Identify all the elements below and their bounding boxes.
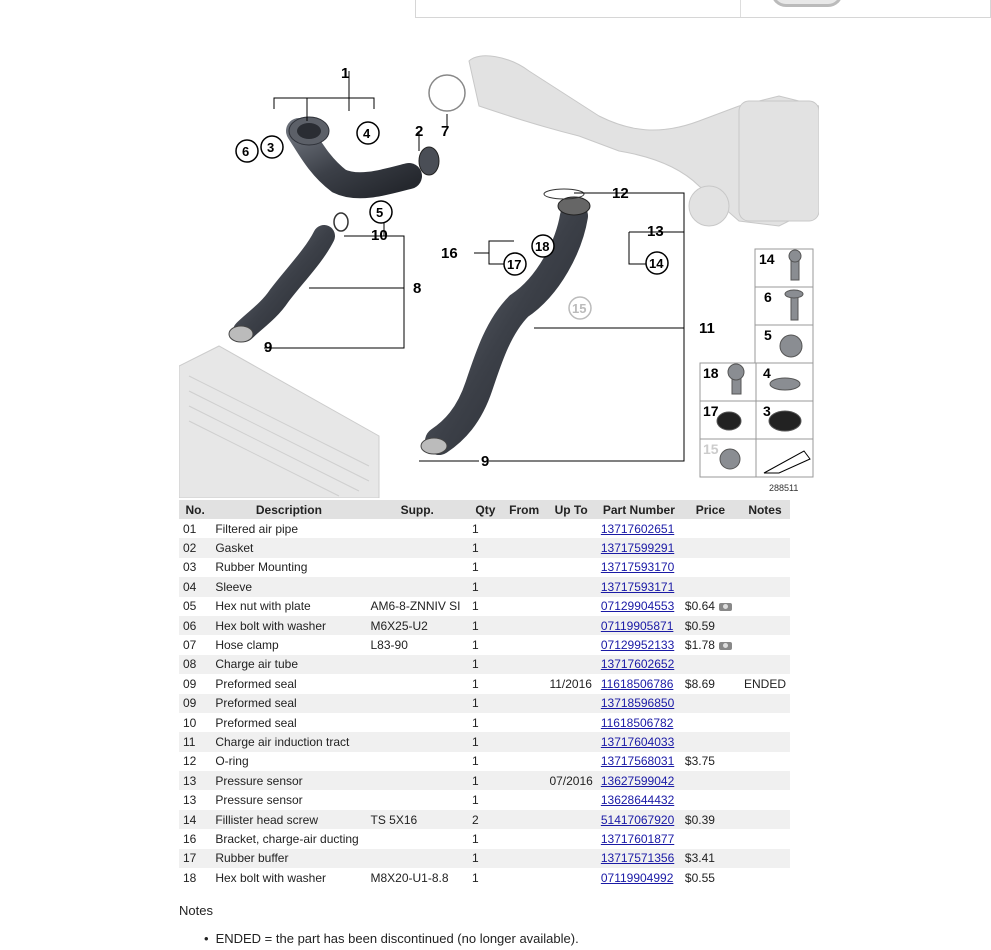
cell-price	[681, 849, 740, 868]
table-row	[179, 713, 790, 732]
cell-qty: 1	[471, 638, 479, 653]
cell-upto	[545, 694, 596, 713]
cell-upto: 11/2016	[549, 676, 592, 691]
price-value: $3.75	[684, 754, 715, 769]
cell-part-number	[597, 771, 681, 790]
cell-description: Rubber buffer	[211, 849, 366, 868]
cell-qty: 1	[471, 560, 479, 575]
cell-price	[681, 558, 740, 577]
notes-list	[205, 931, 579, 946]
svg-text:3: 3	[267, 140, 275, 155]
cell-no: 02	[179, 538, 211, 557]
svg-text:5: 5	[764, 327, 772, 343]
col-part-number: Part Number	[597, 500, 681, 519]
cell-from	[503, 655, 546, 674]
part-number-link[interactable]: 13717593170	[600, 560, 675, 575]
col-no: No.	[179, 500, 211, 519]
table-row	[179, 849, 790, 868]
part-number-link[interactable]: 07119904992	[600, 870, 674, 885]
cell-qty: 1	[471, 831, 479, 846]
cell-description: Gasket	[211, 538, 366, 557]
table-row	[179, 597, 790, 616]
cell-description: Pressure sensor	[215, 793, 303, 808]
figure-id: 288511	[769, 483, 799, 493]
callout-10: 10	[371, 227, 388, 244]
price-value: $0.39	[684, 812, 715, 827]
cell-from	[503, 577, 546, 596]
cell-upto: 07/2016	[545, 771, 596, 790]
cell-qty: 1	[471, 870, 479, 885]
callout-7: 7	[441, 123, 450, 140]
cell-no: 18	[183, 870, 197, 885]
price-value: $0.59	[684, 618, 715, 633]
cell-notes	[740, 713, 790, 732]
camera-icon[interactable]	[719, 642, 732, 650]
svg-text:18: 18	[703, 365, 719, 381]
callout-8: 8	[413, 280, 422, 297]
cell-part-number	[597, 790, 681, 809]
cell-price	[681, 732, 740, 751]
callout-11: 11	[699, 320, 715, 337]
cell-price	[681, 597, 740, 616]
cell-no: 08	[179, 655, 211, 674]
cell-from	[503, 771, 546, 790]
part-number-link[interactable]: 13718596850	[600, 696, 675, 711]
svg-text:18: 18	[535, 239, 550, 254]
cell-price	[681, 829, 740, 848]
cell-upto	[545, 558, 596, 577]
airbox-illustration	[469, 56, 819, 226]
cell-part-number	[597, 752, 681, 771]
cell-part-number	[597, 597, 681, 616]
cell-notes	[740, 810, 790, 829]
cell-from	[503, 732, 546, 751]
part-number-link[interactable]: 13717601877	[600, 831, 675, 846]
cell-from	[503, 538, 546, 557]
cell-upto	[545, 538, 596, 557]
intercooler-illustration	[179, 346, 379, 498]
cell-no: 17	[179, 849, 211, 868]
cell-supp	[367, 732, 468, 751]
svg-text:4: 4	[763, 365, 771, 381]
cell-description: Bracket, charge-air ducting	[215, 831, 359, 846]
cell-price	[681, 655, 740, 674]
cell-no: 03	[183, 560, 197, 575]
cell-part-number	[597, 558, 681, 577]
cell-qty: 1	[468, 655, 503, 674]
cell-qty: 2	[468, 810, 503, 829]
cell-price	[681, 752, 740, 771]
part-number-link[interactable]: 13717602652	[600, 657, 675, 672]
cell-notes	[740, 558, 790, 577]
cell-part-number	[597, 829, 681, 848]
cell-upto	[545, 868, 596, 887]
table-row	[179, 635, 790, 654]
table-row	[179, 790, 790, 809]
note-item: • ENDED = the part has been discontinued (no longer available).	[205, 931, 579, 946]
cell-description: Hex nut with plate	[215, 599, 311, 614]
svg-text:6: 6	[242, 144, 250, 159]
cell-price	[681, 810, 740, 829]
callout-16: 16	[441, 245, 458, 262]
col-supp: Supp.	[367, 500, 468, 519]
cell-upto	[545, 616, 596, 635]
cell-part-number	[597, 849, 681, 868]
col-from: From	[503, 500, 546, 519]
col-notes: Notes	[740, 500, 790, 519]
cell-supp	[367, 829, 468, 848]
part-number-link[interactable]: 11618506786	[600, 676, 674, 691]
table-row	[179, 558, 790, 577]
table-header-row	[179, 500, 790, 519]
cell-notes	[740, 655, 790, 674]
table-row	[179, 868, 790, 887]
cell-price	[681, 790, 740, 809]
cell-qty: 1	[468, 694, 503, 713]
table-row	[179, 538, 790, 557]
cell-part-number	[597, 635, 681, 654]
panel-divider	[740, 0, 741, 17]
cell-supp	[367, 771, 468, 790]
cell-supp: M6X25-U2	[367, 616, 468, 635]
part-number-link[interactable]: 07119905871	[600, 618, 674, 633]
cell-from	[503, 829, 546, 848]
cell-supp	[367, 577, 468, 596]
cell-price	[681, 519, 740, 538]
cell-description: Fillister head screw	[211, 810, 366, 829]
callout-13: 13	[647, 223, 664, 240]
cell-from	[503, 519, 546, 538]
cell-supp	[367, 558, 468, 577]
cell-from	[503, 558, 546, 577]
cell-no: 13	[183, 793, 197, 808]
cell-no: 09	[179, 694, 211, 713]
cell-part-number	[597, 519, 681, 538]
cell-price	[681, 868, 740, 887]
cell-notes	[740, 829, 790, 848]
parts-table	[179, 500, 790, 887]
cell-no: 10	[183, 715, 197, 730]
cell-supp	[367, 674, 468, 693]
cell-part-number	[597, 694, 681, 713]
cell-no: 09	[183, 676, 197, 691]
part-number-link[interactable]: 51417067920	[600, 812, 675, 827]
cell-from	[503, 616, 546, 635]
cell-notes	[740, 868, 790, 887]
cell-from	[503, 674, 546, 693]
callout-12: 12	[612, 185, 629, 202]
cell-description: Preformed seal	[215, 676, 297, 691]
cell-from	[503, 810, 546, 829]
part-number-link[interactable]: 07129952133	[600, 638, 675, 653]
part-thumbnail[interactable]	[771, 0, 843, 7]
cell-part-number	[597, 538, 681, 557]
table-row	[179, 732, 790, 751]
cell-description: Hex bolt with washer	[215, 870, 327, 885]
cell-qty: 1	[471, 793, 479, 808]
cell-part-number	[597, 713, 681, 732]
price-value: $3.41	[684, 851, 715, 866]
cell-from	[503, 635, 546, 654]
cell-price	[681, 577, 740, 596]
cell-description: Filtered air pipe	[215, 521, 299, 536]
cell-upto	[545, 597, 596, 616]
cell-supp	[367, 849, 468, 868]
cell-notes	[740, 635, 790, 654]
cell-upto	[545, 519, 596, 538]
cell-upto	[545, 732, 596, 751]
cell-upto	[545, 577, 596, 596]
svg-text:17: 17	[507, 257, 522, 272]
cell-from	[503, 790, 546, 809]
table-row	[179, 771, 790, 790]
cell-supp: M8X20-U1-8.8	[370, 870, 449, 885]
cell-qty: 1	[471, 676, 479, 691]
cell-from	[503, 868, 546, 887]
notes-title: Notes	[179, 903, 213, 918]
cell-part-number	[597, 577, 681, 596]
cell-upto	[545, 752, 596, 771]
cell-no: 13	[179, 771, 211, 790]
part-number-link[interactable]: 13717599291	[600, 541, 675, 556]
cell-description: Preformed seal	[211, 694, 366, 713]
svg-text:3: 3	[763, 403, 771, 419]
cell-notes	[740, 597, 790, 616]
cell-supp	[367, 752, 468, 771]
cell-description: Hose clamp	[215, 638, 279, 653]
cell-qty: 1	[468, 616, 503, 635]
cell-no: 14	[179, 810, 211, 829]
cell-upto	[545, 829, 596, 848]
cell-upto	[545, 655, 596, 674]
top-panel-edge	[415, 0, 991, 18]
cell-supp	[367, 790, 468, 809]
cell-qty: 1	[468, 732, 503, 751]
cell-supp: L83-90	[370, 638, 408, 653]
cell-qty: 1	[468, 538, 503, 557]
part-number-link[interactable]: 13717593171	[600, 579, 675, 594]
price-value: $8.69	[684, 676, 715, 691]
cell-price	[681, 694, 740, 713]
cell-description: Pressure sensor	[211, 771, 366, 790]
svg-text:6: 6	[764, 289, 772, 305]
cell-no: 05	[183, 599, 197, 614]
cell-upto	[545, 713, 596, 732]
cell-description: Hex bolt with washer	[211, 616, 366, 635]
cell-supp	[367, 694, 468, 713]
table-row	[179, 674, 790, 693]
svg-text:17: 17	[703, 403, 719, 419]
parts-diagram	[179, 36, 819, 498]
col-qty: Qty	[468, 500, 503, 519]
cell-part-number	[597, 810, 681, 829]
callout-9a: 9	[264, 339, 273, 356]
camera-icon[interactable]	[719, 603, 732, 611]
cell-qty: 1	[468, 771, 503, 790]
cell-supp: AM6-8-ZNNIV SI	[370, 599, 461, 614]
cell-upto	[545, 635, 596, 654]
part-number-link[interactable]: 13717571356	[600, 851, 675, 866]
cell-notes	[740, 538, 790, 557]
cell-qty: 1	[471, 521, 479, 536]
part-number-link[interactable]: 13717602651	[600, 521, 675, 536]
cell-notes	[740, 616, 790, 635]
price-value: $0.64	[684, 599, 715, 614]
table-row	[179, 694, 790, 713]
svg-text:15: 15	[572, 301, 587, 316]
cell-part-number	[597, 868, 681, 887]
cell-no: 12	[183, 754, 197, 769]
svg-text:4: 4	[363, 126, 371, 141]
cell-no: 01	[183, 521, 197, 536]
cell-part-number	[597, 616, 681, 635]
part-number-link[interactable]: 07129904553	[600, 599, 675, 614]
part-number-link[interactable]: 11618506782	[600, 715, 674, 730]
cell-price	[681, 674, 740, 693]
col-price: Price	[681, 500, 740, 519]
cell-description: Charge air tube	[211, 655, 366, 674]
table-row	[179, 810, 790, 829]
cell-no: 07	[183, 638, 197, 653]
cell-from	[503, 752, 546, 771]
cell-notes	[740, 771, 790, 790]
cell-qty: 1	[471, 599, 479, 614]
cell-qty: 1	[471, 754, 479, 769]
col-description: Description	[211, 500, 366, 519]
part-number-link[interactable]: 13717568031	[600, 754, 675, 769]
cell-notes	[740, 577, 790, 596]
cell-supp: TS 5X16	[367, 810, 468, 829]
cell-from	[503, 849, 546, 868]
callout-2: 2	[415, 123, 424, 140]
cell-notes	[740, 790, 790, 809]
cell-supp	[367, 713, 468, 732]
cell-notes	[740, 519, 790, 538]
cell-description: Rubber Mounting	[215, 560, 308, 575]
cell-notes	[740, 694, 790, 713]
cell-notes	[740, 732, 790, 751]
cell-upto	[545, 849, 596, 868]
cell-price	[681, 771, 740, 790]
table-row	[179, 577, 790, 596]
cell-part-number	[597, 674, 681, 693]
cell-no: 06	[179, 616, 211, 635]
cell-price	[681, 713, 740, 732]
charge-air-tube	[244, 236, 324, 331]
cell-upto	[545, 790, 596, 809]
svg-text:5: 5	[376, 205, 384, 220]
col-upto: Up To	[545, 500, 596, 519]
svg-text:15: 15	[703, 441, 719, 457]
cell-description: O-ring	[215, 754, 249, 769]
cell-qty: 1	[468, 849, 503, 868]
cell-qty: 1	[471, 715, 479, 730]
svg-text:14: 14	[759, 251, 775, 267]
cell-no: 04	[179, 577, 211, 596]
cell-part-number	[597, 655, 681, 674]
callout-9b: 9	[481, 453, 490, 470]
cell-supp	[367, 538, 468, 557]
cell-from	[503, 597, 546, 616]
cell-notes	[740, 752, 790, 771]
cell-from	[503, 694, 546, 713]
cell-description: Sleeve	[211, 577, 366, 596]
cell-price	[681, 616, 740, 635]
cell-supp	[367, 655, 468, 674]
price-value: $1.78	[684, 638, 715, 653]
cell-no: 16	[183, 831, 197, 846]
cell-notes	[740, 849, 790, 868]
callout-1: 1	[341, 65, 350, 82]
cell-notes: ENDED	[743, 676, 786, 691]
cell-description: Preformed seal	[215, 715, 297, 730]
price-value: $0.55	[684, 870, 715, 885]
cell-description: Charge air induction tract	[211, 732, 366, 751]
table-row	[179, 752, 790, 771]
cell-price	[681, 635, 740, 654]
cell-from	[503, 713, 546, 732]
cell-price	[681, 538, 740, 557]
cell-qty: 1	[468, 577, 503, 596]
part-number-link[interactable]: 13717604033	[600, 734, 675, 749]
table-row	[179, 655, 790, 674]
svg-text:14: 14	[649, 256, 664, 271]
cell-supp	[367, 519, 468, 538]
table-row	[179, 519, 790, 538]
cell-no: 11	[179, 732, 211, 751]
part-number-link[interactable]: 13628644432	[600, 793, 675, 808]
cell-upto	[545, 810, 596, 829]
table-row	[179, 616, 790, 635]
cell-part-number	[597, 732, 681, 751]
table-row	[179, 829, 790, 848]
part-number-link[interactable]: 13627599042	[600, 773, 675, 788]
